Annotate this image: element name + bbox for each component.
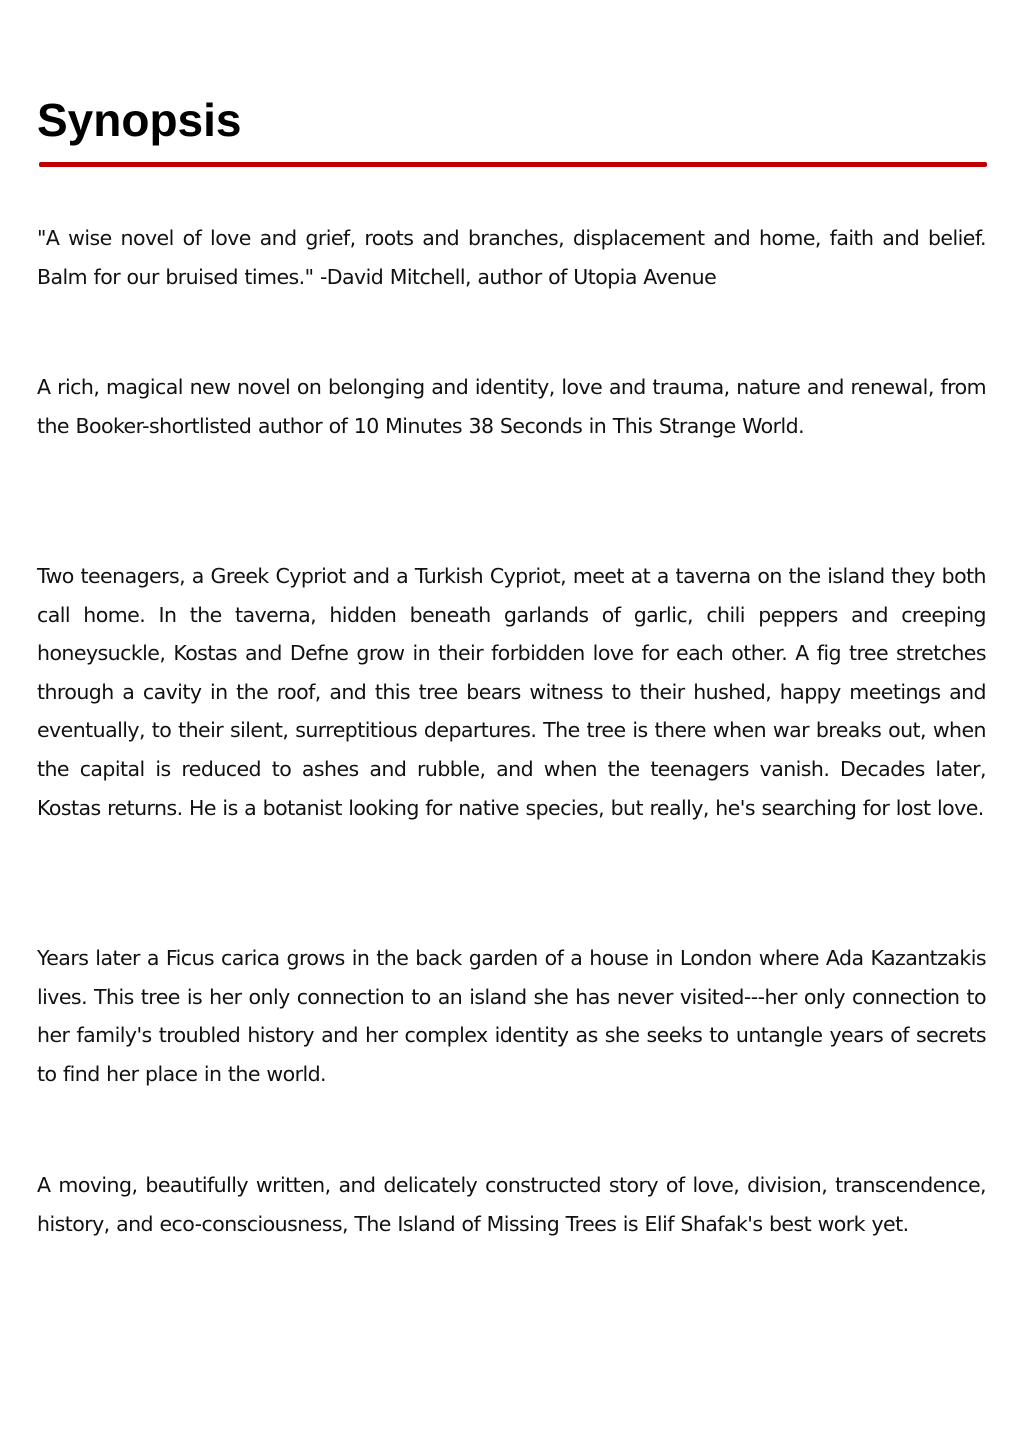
paragraph-ada: Years later a Ficus carica grows in the back garden of a house in London where Ada Kazantzakis lives. This tree is her only connection to an island she has never visited---her only connection to her family's troubled history and her complex identity as she seeks to untangle years of secrets to find her place in the world. [37,946,986,1086]
paragraph-quote: "A wise novel of love and grief, roots and branches, displacement and home, faith and belief. Balm for our bruised times." -David Mitchell, author of Utopia Avenue [37,226,986,289]
page-title: Synopsis [37,94,242,146]
paragraph-intro: A rich, magical new novel on belonging and identity, love and trauma, nature and renewal, from the Booker-shortlisted author of 10 Minutes 38 Seconds in This Strange World. [37,375,986,438]
paragraph-closing: A moving, beautifully written, and delicately constructed story of love, division, transcendence, history, and eco-consciousness, The Island of Missing Trees is Elif Shafak's best work yet. [37,1173,986,1236]
paragraph-story: Two teenagers, a Greek Cypriot and a Turkish Cypriot, meet at a taverna on the island they both call home. In the taverna, hidden beneath garlands of garlic, chili peppers and creeping honeysuckle, Kostas and Defne grow in their forbidden love for each other. A fig tree stretches through a cavity in the roof, and this tree bears witness to their hushed, happy meetings and eventually, to their silent, surreptitious departures. The tree is there when war breaks out, when the capital is reduced to ashes and rubble, and when the teenagers vanish. Decades later, Kostas returns. He is a botanist looking for native species, but really, he's searching for lost love. [37,564,986,820]
title-underline [39,162,987,167]
